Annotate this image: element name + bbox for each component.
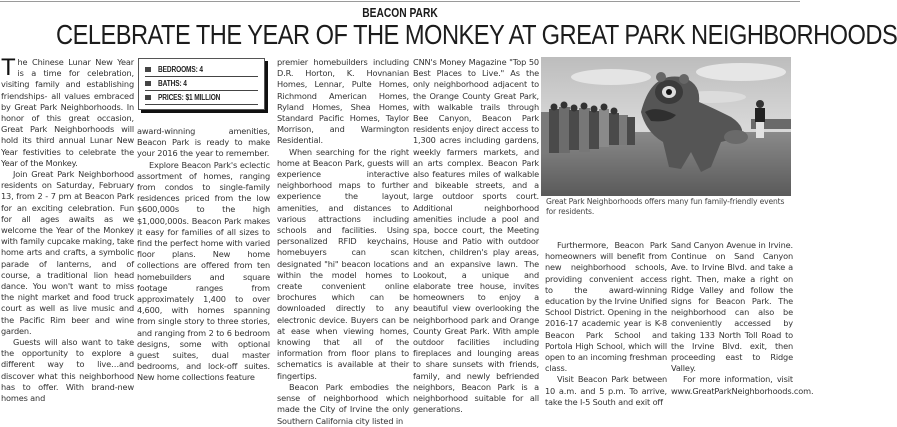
article-paragraph-1: The Chinese Lunar New Year is a time for celebration, visiting family and establishing friendships- all values embraced by Great Park Neighborhoods. In honor of this great occasion, Great Park Neighborhoods will hold its third annual Lunar New Year festivities to celebrate the Year of the Monkey. xyxy=(1,54,134,168)
info-row-bedrooms: BEDROOMS: 4 xyxy=(145,63,258,77)
info-row-prices: PRICES: $1 MILLION xyxy=(145,91,258,105)
article-paragraph-10: Furthermore, Beacon Park homeowners will benefit from new neighborhood schools, providing convenient access to the award-winning education by the Irvine Unified School District. Opening in the 2016-17 academic year is K-8 Beacon Park School and Portola High School, which will open to an incoming freshman class. xyxy=(545,240,667,374)
article-paragraph-4: award-winning amenities, Beacon Park is ready to make your 2016 the year to remember. xyxy=(137,126,270,159)
home-facts-box xyxy=(138,58,265,110)
lion-dance-photo xyxy=(541,57,791,196)
cloud xyxy=(571,69,651,85)
headline: CELEBRATE THE YEAR OF THE MONKEY AT GREAT PARK NEIGHBORHOODS xyxy=(56,19,897,50)
info-row-baths: BATHS: 4 xyxy=(145,77,258,91)
article-column-1 xyxy=(1,54,134,404)
lion-dance-image xyxy=(541,57,791,196)
performer xyxy=(755,100,765,138)
square-bullet-icon xyxy=(145,67,151,72)
article-paragraph-5: Explore Beacon Park's eclectic assortment of homes, ranging from condos to single-family residences priced from the low $600,000s to the high $1,000,000s. Beacon Park makes it easy for families of all sizes to find the perfect home with varied floor plans. New home collections are offered from ten homebuilders and square footage ranges from approximately 1,400 to over 4,600, with homes spanning from single story to three stories, and ranging from 2 to 6 bedroom designs, some with optional guest suites, dual master bedrooms, and lock-off suites. New home collections feature xyxy=(137,159,270,383)
article-column-5 xyxy=(545,240,667,408)
article-paragraph-8: Beacon Park embodies the sense of neighborhood which made the City of Irvine the only Southern California city listed in xyxy=(277,381,409,426)
article-paragraph-13: For more information, visit www.GreatParkNeighborhoods.com. xyxy=(671,374,814,396)
article-paragraph-9: CNN's Money Magazine "Top 50 Best Places to Live." As the only neighborhood adjacent to the Orange County Great Park, with walkable trails through Bee Canyon, Beacon Park residents enjoy direct access to 1,300 acres including gardens, weekly farmers markets, and an arts complex. Beacon Park also features miles of walkable and bikeable streets, and a large outdoor sports court. Additional neighborhood amenities include a pool and spa, bocce court, the Meeting House and Patio with outdoor kitchen, children's play areas, and an expansive lawn. The Lookout, a unique and elaborate tree house, invites homeowners to enjoy a beautiful view overlooking the neighborhood park and Orange County Great Park. With ample outdoor facilities including fireplaces and lounging areas to share sunsets with friends, family, and newly befriended neighbors, Beacon Park is a neighborhood suitable for all generations. xyxy=(413,57,539,415)
article-paragraph-11: Visit Beacon Park between 10 a.m. and 5 p.m. To arrive, take the I-5 South and exit off xyxy=(545,374,667,407)
article-paragraph-3: Guests will also want to take the opportunity to explore a different way to live…and discover what this neighborhood has to offer. With brand-new homes and xyxy=(1,337,134,404)
square-bullet-icon xyxy=(145,81,151,86)
article-paragraph-2: Join Great Park Neighborhood residents on Saturday, February 13, from 2 - 7 pm at Beacon Park for an exciting celebration. Fun for all ages awaits as we welcome the Year of the Monkey with family cupcake making, take home arts and crafts, a symbolic parade of lanterns, and of course, a traditional lion head dance. You won't want to miss the night market and food truck court as well as live music and the Pacific Rim beer and wine garden. xyxy=(1,169,134,336)
square-bullet-icon xyxy=(145,95,151,100)
article-column-2 xyxy=(137,57,270,384)
article-column-4 xyxy=(413,57,539,416)
drum xyxy=(724,130,748,144)
article-paragraph-6: premier homebuilders including D.R. Horton, K. Hovnanian Homes, Lennar, Pulte Homes, Richmond American Homes, Ryland Homes, Shea Homes, Standard Pacific Homes, Taylor Morrison, and Warmington Residential. xyxy=(277,57,409,146)
section-label: BEACON PARK xyxy=(362,6,438,20)
cloud xyxy=(696,63,786,81)
article-column-6 xyxy=(671,240,814,397)
top-rule xyxy=(0,1,800,2)
article-paragraph-7: When searching for the right home at Beacon Park, guests will experience interactive neighborhood maps to further experience the layout, amenities, and distances to various attractions including schools and facilities. Using personalized RFID keychains, homebuyers can scan designated "hi" beacon locations within the model homes to create convenient online brochures which can be downloaded directly to any electronic device. Buyers can be at ease when viewing homes, knowing that all of the information from floor plans to schematics is available at their fingertips. xyxy=(277,146,409,381)
article-paragraph-12: Sand Canyon Avenue in Irvine. Continue on Sand Canyon Ave. to Irvine Blvd. and take a right. Then, make a right on Ridge Valley and follow the signs for Beacon Park. The neighborhood can also be conveniently accessed by taking 133 North Toll Road to the Irvine Blvd. exit, then proceeding east to Ridge Valley. xyxy=(671,240,793,374)
photo-caption: Great Park Neighborhoods offers many fun family-friendly events for residents. xyxy=(546,197,785,216)
article-column-3 xyxy=(277,57,409,427)
drop-cap: T xyxy=(1,54,16,81)
